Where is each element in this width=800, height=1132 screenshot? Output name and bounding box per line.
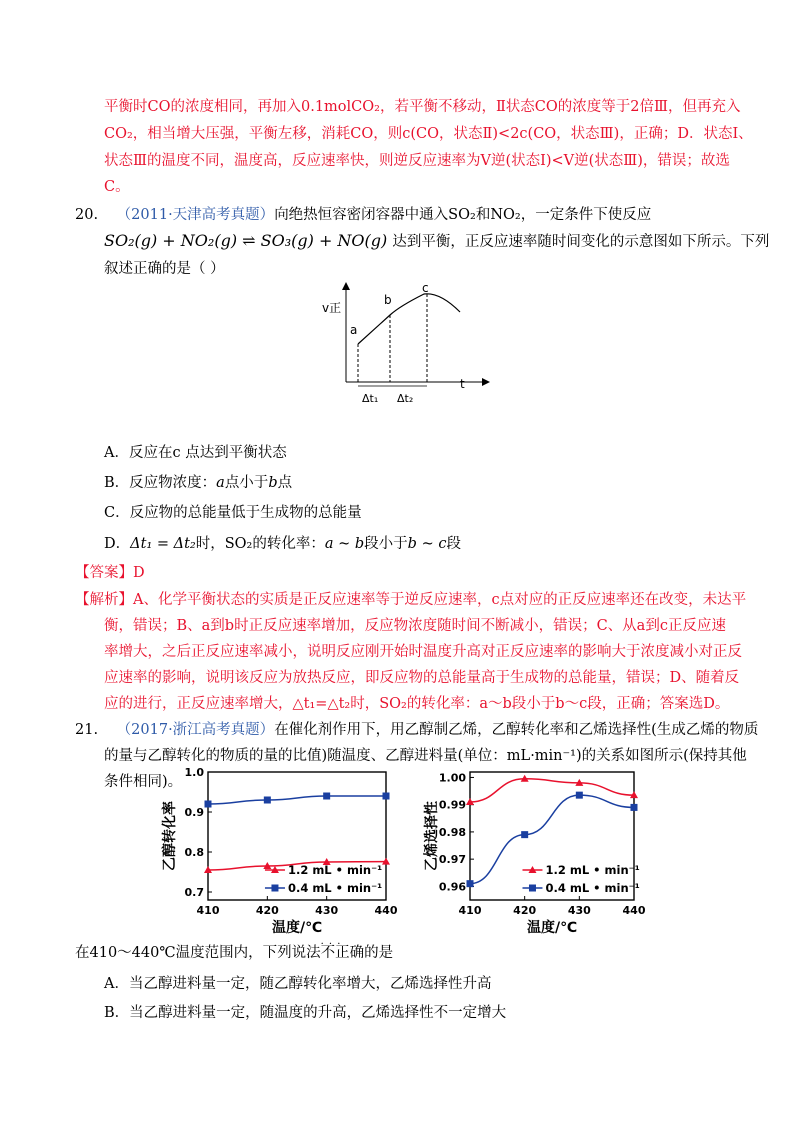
q21-question-emphasis: 不正确 · · · (321, 945, 365, 961)
q20-analysis-label: 【解析】 (75, 592, 133, 608)
series-1-point (205, 801, 212, 808)
q20-option-d (104, 534, 461, 554)
q20-stem1: 向绝热恒容密闭容器中通入SO₂和NO₂，一定条件下使反应 (274, 207, 652, 223)
q20-stem-line-1 (75, 205, 651, 225)
q20-answer-label: 【答案】 (75, 565, 133, 581)
prev-analysis-line-3: 状态Ⅲ的温度不同，温度高，反应速率快，则逆反应速率为V逆(状态Ⅰ)<V逆(状态Ⅲ)，错误；故选 (104, 153, 730, 169)
q20-option-d-prefix: D． (104, 536, 131, 552)
y-tick-label: 0.7 (184, 886, 204, 899)
graph-point-b: b (384, 293, 392, 307)
q20-rate-time-graph (300, 282, 500, 414)
q20-option-a: A．反应在c 点达到平衡状态 (104, 445, 287, 461)
series-line-0 (470, 779, 634, 802)
conversion-chart (150, 760, 400, 938)
q20-option-b (104, 473, 292, 493)
graph-dt1-label: Δt₁ (362, 392, 379, 405)
q20-option-b-b: b (268, 475, 278, 491)
q21-source: （2017·浙江高考真题） (116, 722, 275, 738)
q20-option-b-post: 点 (277, 475, 293, 491)
series-1-point (467, 880, 474, 887)
q20-option-c: C．反应物的总能量低于生成物的总能量 (104, 505, 362, 521)
prev-analysis-line-4: C。 (104, 179, 130, 195)
graph-point-c: c (422, 282, 429, 295)
x-axis-label: 温度/℃ (526, 920, 578, 936)
y-axis-label: 乙烯选择性 (424, 801, 440, 871)
q20-source: （2011·天津高考真题） (116, 207, 275, 223)
x-tick-label: 440 (374, 904, 398, 917)
q20-stem-line-2 (104, 231, 769, 252)
graph-rate-curve (358, 294, 460, 344)
series-1-point (264, 797, 271, 804)
legend-label-0: 1.2 mL • min⁻¹ (287, 863, 383, 877)
q20-stem-line-3: 叙述正确的是（ ） (104, 261, 225, 277)
prev-analysis-line-1: 平衡时CO的浓度相同，再加入0.1molCO₂，若平衡不移动，Ⅱ状态CO的浓度等于2倍Ⅲ，但再充入 (104, 99, 741, 115)
q21-option-b: B．当乙醇进料量一定，随温度的升高，乙烯选择性不一定增大 (104, 1005, 507, 1021)
y-tick-label: 0.9 (184, 806, 204, 819)
q21-stem-line-1 (75, 720, 758, 740)
y-tick-label: 1.0 (184, 766, 204, 779)
series-1-point (521, 831, 528, 838)
q21-stem-line-2: 的量与乙醇转化的物质的量的比值)随温度、乙醇进料量(单位：mL·min⁻¹)的关系如图所示(保持其他 (104, 748, 747, 764)
q20-answer-value: D (133, 565, 145, 581)
q21-question-suffix: 的是 (364, 945, 394, 961)
q21-option-a: A．当乙醇进料量一定，随乙醇转化率增大，乙烯选择性升高 (104, 976, 492, 992)
q20-analysis-line-5: 应的进行，正反应速率增大，△t₁=△t₂时，SO₂的转化率：a～b段小于b～c段，正确；答案选D。 (104, 696, 730, 712)
y-axis-label: 乙醇转化率 (162, 801, 178, 871)
q20-option-b-mid: 点小于 (224, 475, 269, 491)
q20-stem2: 达到平衡，正反应速率随时间变化的示意图如下所示。下列 (392, 234, 770, 250)
q21-stem-line-3: 条件相同)。 (104, 774, 183, 790)
series-line-1 (208, 796, 386, 804)
y-tick-label: 0.96 (438, 880, 466, 894)
prev-analysis-line-2: CO₂，相当增大压强，平衡左移，消耗CO，则c(CO，状态Ⅱ)<2c(CO，状态Ⅲ)，正确；D．状态Ⅰ、 (104, 126, 753, 142)
x-tick-label: 410 (196, 904, 220, 917)
x-axis-label: 温度/℃ (271, 920, 323, 936)
x-tick-label: 420 (255, 904, 279, 917)
q20-number: 20. (75, 207, 99, 223)
q20-option-d-mid: 时，SO₂的转化率： (195, 536, 325, 552)
series-1-point (631, 804, 638, 811)
series-1-point (323, 793, 330, 800)
q20-analysis-line-3: 率增大，之后正反应速率减小，说明反应刚开始时温度升高对正反应速率的影响大于浓度减小对正反 (104, 644, 742, 660)
graph-dt2-label: Δt₂ (397, 392, 414, 405)
x-tick-label: 430 (315, 904, 339, 917)
selectivity-chart (415, 760, 650, 938)
q20-option-b-prefix: B．反应物浓度： (104, 475, 217, 491)
q20-option-d-ab: a ~ b (324, 536, 365, 552)
q20-option-d-bc: b ~ c (407, 536, 447, 552)
graph-y-label: v正 (322, 301, 342, 315)
x-tick-label: 420 (513, 904, 537, 917)
series-1-point (383, 793, 390, 800)
graph-point-a: a (350, 323, 358, 337)
y-tick-label: 0.99 (438, 798, 466, 812)
legend-label-1: 0.4 mL • min⁻¹ (545, 881, 640, 895)
y-tick-label: 0.8 (184, 846, 204, 859)
legend-label-0: 1.2 mL • min⁻¹ (545, 863, 640, 877)
q20-option-b-a: a (216, 475, 225, 491)
x-tick-label: 410 (458, 904, 482, 917)
q20-analysis-text-1: A、化学平衡状态的实质是正反应速率等于逆反应速率，c点对应的正反应速率还在改变，未达平 (133, 592, 747, 608)
y-tick-label: 0.97 (438, 853, 466, 867)
y-tick-label: 1.00 (438, 771, 466, 785)
q21-stem1: 在催化剂作用下，用乙醇制乙烯，乙醇转化率和乙烯选择性(生成乙烯的物质 (274, 722, 759, 738)
q21-question-prefix: 在410～440℃温度范围内，下列说法 (75, 945, 321, 961)
q20-answer (75, 563, 145, 583)
q21-question (75, 943, 393, 963)
q20-equation: SO₂(g) + NO₂(g) ⇌ SO₃(g) + NO(g) (104, 231, 388, 250)
legend-marker-1 (529, 885, 536, 892)
legend-marker-1 (271, 885, 278, 892)
x-tick-label: 430 (567, 904, 591, 917)
q20-analysis-line-4: 应速率的影响，说明该反应为放热反应，即反应物的总能量高于生成物的总能量，错误；D、随着反 (104, 670, 740, 686)
q20-option-d-mid2: 段小于 (364, 536, 408, 552)
q20-option-d-eq: Δt₁ = Δt₂ (130, 536, 196, 552)
graph-x-label: t (460, 377, 465, 391)
q20-analysis-line-1 (75, 590, 746, 610)
y-tick-label: 0.98 (438, 825, 466, 839)
legend-label-1: 0.4 mL • min⁻¹ (287, 881, 383, 895)
x-tick-label: 440 (622, 904, 646, 917)
q20-analysis-line-2: 衡，错误；B、a到b时正反应速率增加，反应物浓度随时间不断减小，错误；C、从a到c正反应速 (104, 618, 726, 634)
q21-number: 21. (75, 722, 99, 738)
series-1-point (576, 792, 583, 799)
q20-option-d-post: 段 (446, 536, 461, 552)
